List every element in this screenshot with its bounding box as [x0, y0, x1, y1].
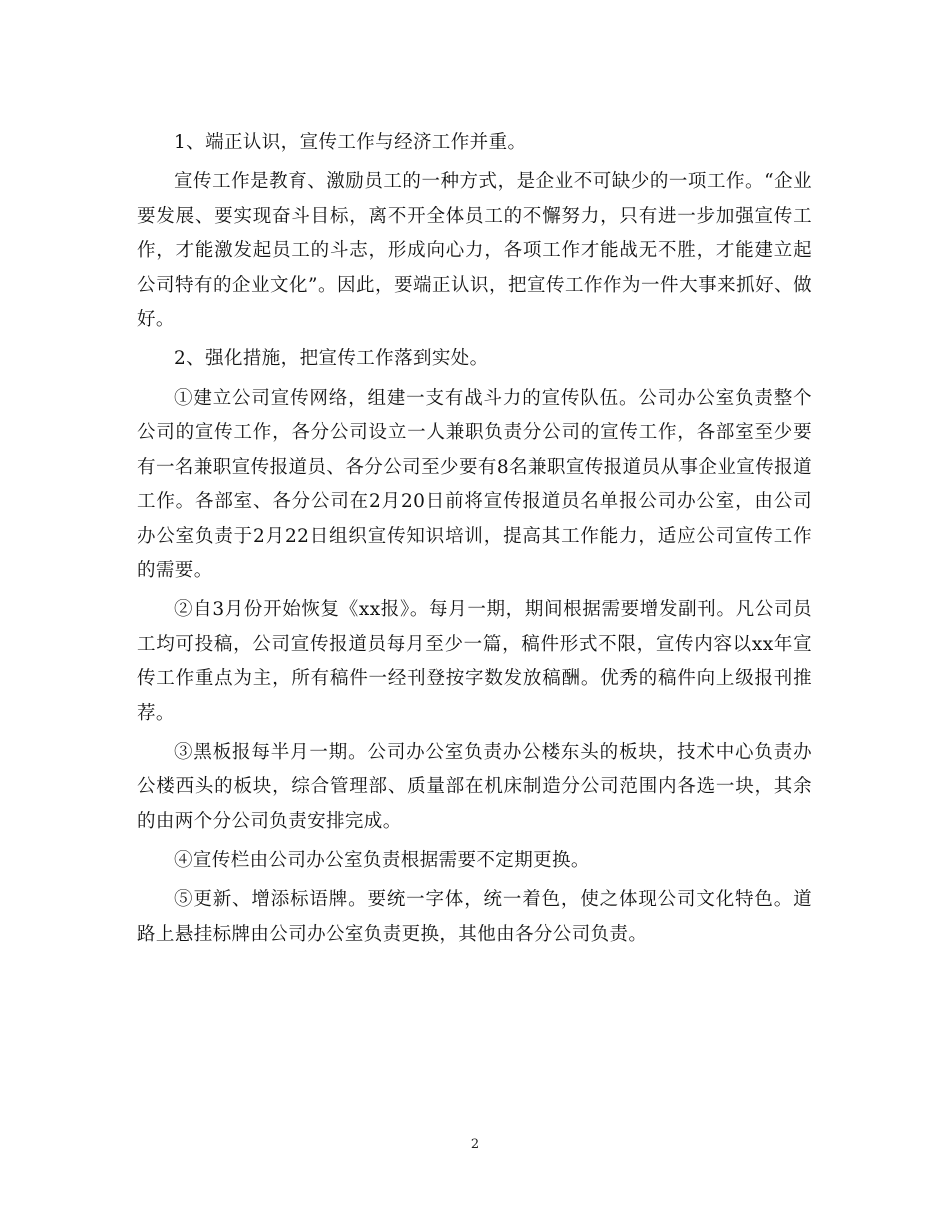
page-number: 2: [470, 1137, 480, 1152]
paragraph-publicity-importance: 宣传工作是教育、激励员工的一种方式，是企业不可缺少的一项工作。“企业要发展、要实现奋斗目标，离不开全体员工的不懈努力，只有进一步加强宣传工作，才能激发起员工的斗志，形成向心力，各项工作才能战无不胜，才能建立起公司特有的企业文化”。因此，要端正认识，把宣传工作作为一件大事来抓好、做好。: [137, 171, 812, 331]
paragraph-heading-2: 2、强化措施，把宣传工作落到实处。: [174, 348, 489, 370]
paragraph-item-4-bulletin: ④宣传栏由公司办公室负责根据需要不定期更换。: [174, 850, 590, 872]
paragraph-item-3-blackboard: ③黑板报每半月一期。公司办公室负责办公楼东头的板块，技术中心负责办公楼西头的板块，综合管理部、质量部在机床制造分公司范围内各选一块，其余的由两个分公司负责安排完成。: [137, 741, 812, 832]
paragraph-item-2-newspaper: ②自3月份开始恢复《xx报》。每月一期，期间根据需要增发副刊。凡公司员工均可投稿，公司宣传报道员每月至少一篇，稿件形式不限，宣传内容以xx年宣传工作重点为主，所有稿件一经刊登按字数发放稿酬。优秀的稿件向上级报刊推荐。: [137, 599, 812, 724]
paragraph-heading-1: 1、端正认识，宣传工作与经济工作并重。: [174, 132, 527, 153]
paragraph-item-5-signs: ⑤更新、增添标语牌。要统一字体，统一着色，使之体现公司文化特色。道路上悬挂标牌由公司办公室负责更换，其他由各分公司负责。: [137, 889, 812, 945]
paragraph-item-1-network: ①建立公司宣传网络，组建一支有战斗力的宣传队伍。公司办公室负责整个公司的宣传工作，各分公司设立一人兼职负责分公司的宣传工作，各部室至少要有一名兼职宣传报道员、各分公司至少要有8名兼职宣传报道员从事企业宣传报道工作。各部室、各分公司在2月20日前将宣传报道员名单报公司办公室，由公司办公室负责于2月22日组织宣传知识培训，提高其工作能力，适应公司宣传工作的需要。: [137, 387, 812, 582]
document-body: [137, 126, 812, 957]
